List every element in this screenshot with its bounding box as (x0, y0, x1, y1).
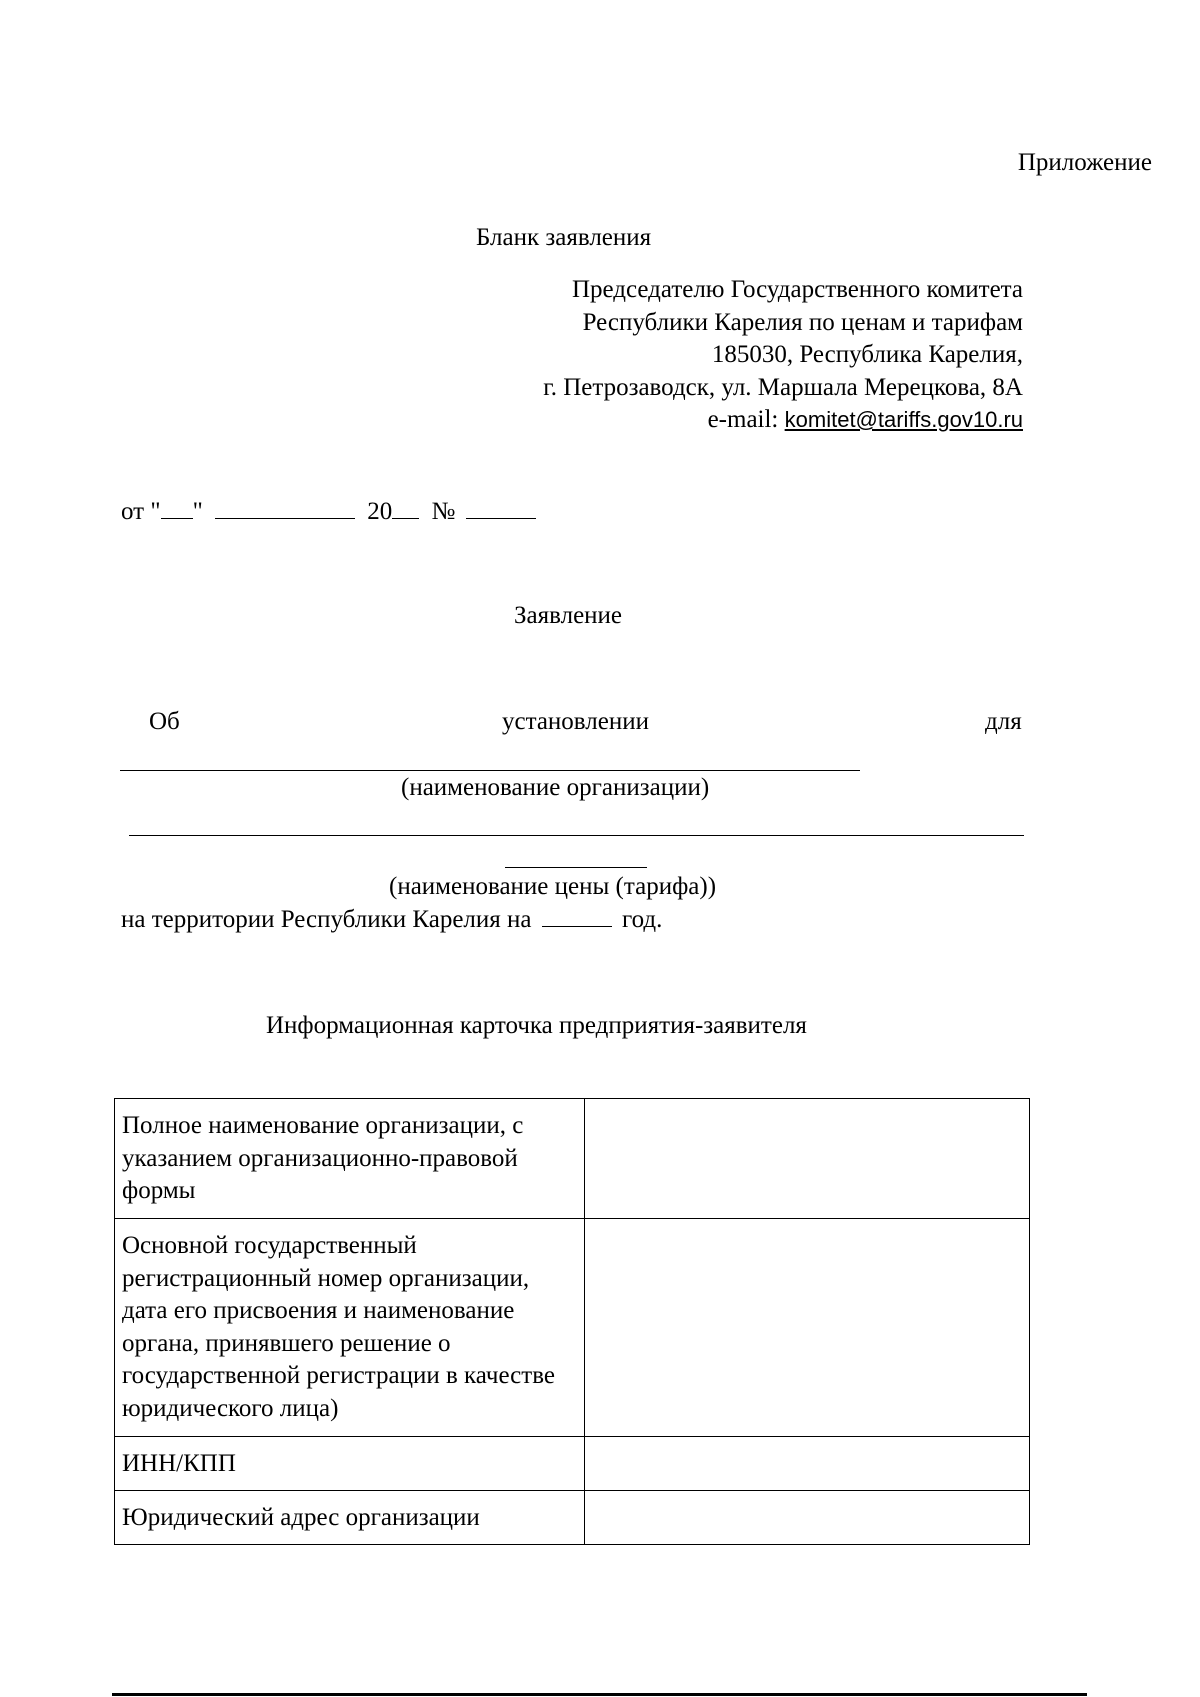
day-blank[interactable] (161, 496, 193, 519)
number-sign: № (431, 498, 456, 525)
month-blank[interactable] (215, 496, 355, 519)
number-blank[interactable] (466, 496, 536, 519)
price-name-line-continuation[interactable] (505, 867, 647, 868)
price-name-line[interactable] (129, 835, 1024, 836)
addressee-line-1: Председателю Государственного комитета (571, 276, 1023, 303)
appendix-label: Приложение (1017, 149, 1152, 176)
table-row (115, 1219, 1030, 1437)
legal-address-label: Юридический адрес организации (115, 1491, 585, 1545)
territory-year-blank[interactable] (542, 904, 612, 927)
territory-prefix: на территории Республики Карелия на (121, 906, 532, 933)
organization-name-caption: (наименование организации) (401, 774, 710, 801)
info-card-table (114, 1098, 1030, 1545)
full-name-label: Полное наименование организации, с указанием организационно-правовой формы (115, 1099, 585, 1219)
inn-kpp-label: ИНН/КПП (115, 1437, 585, 1491)
statement-word-ob: Об (149, 708, 180, 735)
table-row (115, 1099, 1030, 1219)
legal-address-value[interactable] (585, 1491, 1030, 1545)
table-row (115, 1491, 1030, 1545)
organization-name-line[interactable] (120, 770, 860, 771)
territory-line (121, 904, 662, 936)
year-blank[interactable] (392, 496, 419, 519)
addressee-line-3: 185030, Республика Карелия, (711, 341, 1023, 368)
date-number-line (121, 496, 536, 528)
statement-word-for: для (985, 708, 1022, 735)
full-name-value[interactable] (585, 1099, 1030, 1219)
addressee-line-2: Республики Карелия по ценам и тарифам (582, 308, 1023, 336)
statement-title: Заявление (514, 602, 623, 629)
ogrn-value[interactable] (585, 1219, 1030, 1437)
date-from-label: от " (121, 498, 161, 525)
price-name-caption: (наименование цены (тарифа)) (389, 873, 717, 900)
territory-suffix: год. (622, 906, 663, 933)
form-title: Бланк заявления (476, 224, 652, 251)
table-row (115, 1437, 1030, 1491)
inn-kpp-value[interactable] (585, 1437, 1030, 1491)
year-prefix: 20 (367, 498, 393, 525)
addressee-email-line (543, 404, 1023, 437)
addressee-line-4: г. Петрозаводск, ул. Маршала Мерецкова, 8А (543, 373, 1023, 401)
statement-word-establishment: установлении (502, 708, 649, 735)
ogrn-label: Основной государственный регистрационный номер организации, дата его присвоения и наименование органа, принявшего решение о государственной регистрации в качестве юридического лица) (115, 1219, 585, 1437)
addressee-block (543, 274, 1023, 437)
page-bottom-rule (112, 1693, 1087, 1696)
email-prefix: e-mail: (707, 406, 785, 433)
date-quote-close: " (192, 498, 203, 525)
email-link[interactable]: komitet@tariffs.gov10.ru (784, 407, 1023, 432)
info-card-title: Информационная карточка предприятия-заявителя (266, 1012, 807, 1039)
